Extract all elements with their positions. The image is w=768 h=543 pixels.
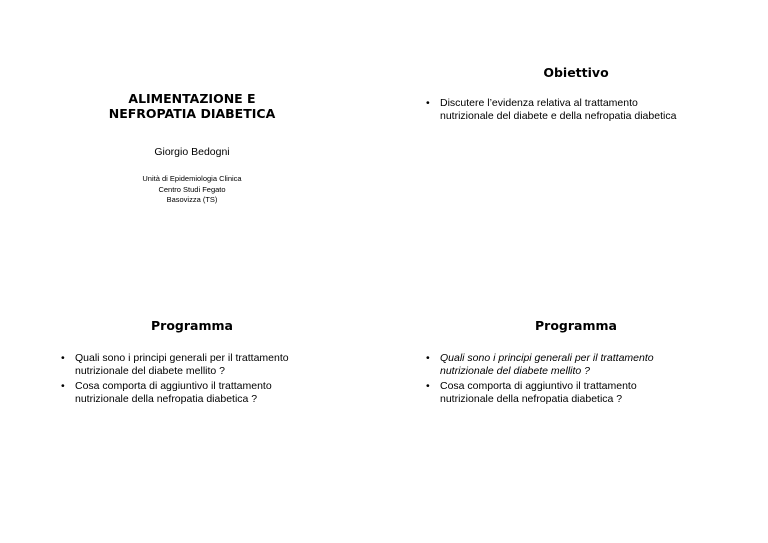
- list-item: [61, 352, 361, 377]
- slide-title: Programma: [535, 318, 617, 333]
- slide-program: [0, 271, 384, 543]
- affiliation-line-3: Basovizza (TS): [166, 195, 218, 204]
- bullet-list: [426, 97, 726, 125]
- list-item-line-1: Cosa comporta di aggiuntivo il trattamento: [75, 380, 272, 392]
- list-item-line-2: nutrizionale del diabete e della nefropatia diabetica: [440, 109, 677, 122]
- slide-title: Programma: [151, 318, 233, 333]
- list-item-line-2: nutrizionale del diabete mellito ?: [75, 364, 226, 377]
- list-item: [426, 352, 726, 377]
- title-line-1: ALIMENTAZIONE E: [128, 91, 256, 106]
- list-item: [426, 380, 726, 405]
- list-item: [426, 97, 726, 122]
- title-line-2: NEFROPATIA DIABETICA: [108, 106, 276, 121]
- bullet-icon: •: [426, 97, 430, 109]
- presentation-title: [0, 91, 384, 121]
- list-item-line-2: nutrizionale del diabete mellito ?: [440, 364, 591, 377]
- slide-program-highlighted: [384, 271, 768, 543]
- list-item: [61, 380, 361, 405]
- affiliation-line-2: Centro Studi Fegato: [158, 184, 226, 194]
- list-item-line-1: Cosa comporta di aggiuntivo il trattamento: [440, 380, 637, 392]
- bullet-icon: •: [61, 352, 65, 364]
- bullet-list: [61, 352, 361, 408]
- bullet-icon: •: [61, 380, 65, 392]
- slide-objective: [384, 0, 768, 271]
- bullet-icon: •: [426, 380, 430, 392]
- slide-title: Obiettivo: [543, 65, 609, 80]
- list-item-line-1: Discutere l’evidenza relativa al trattamento: [440, 97, 638, 109]
- slide-title: [0, 0, 384, 271]
- list-item-line-1: Quali sono i principi generali per il trattamento: [75, 352, 289, 364]
- list-item-line-1: Quali sono i principi generali per il trattamento: [440, 352, 654, 364]
- list-item-line-2: nutrizionale della nefropatia diabetica ?: [440, 392, 623, 405]
- bullet-icon: •: [426, 352, 430, 364]
- bullet-list: [426, 352, 726, 408]
- author-name: Giorgio Bedogni: [154, 146, 230, 158]
- list-item-line-2: nutrizionale della nefropatia diabetica ?: [75, 392, 258, 405]
- affiliation-line-1: Unità di Epidemiologia Clinica: [142, 174, 242, 183]
- affiliation: [0, 174, 384, 206]
